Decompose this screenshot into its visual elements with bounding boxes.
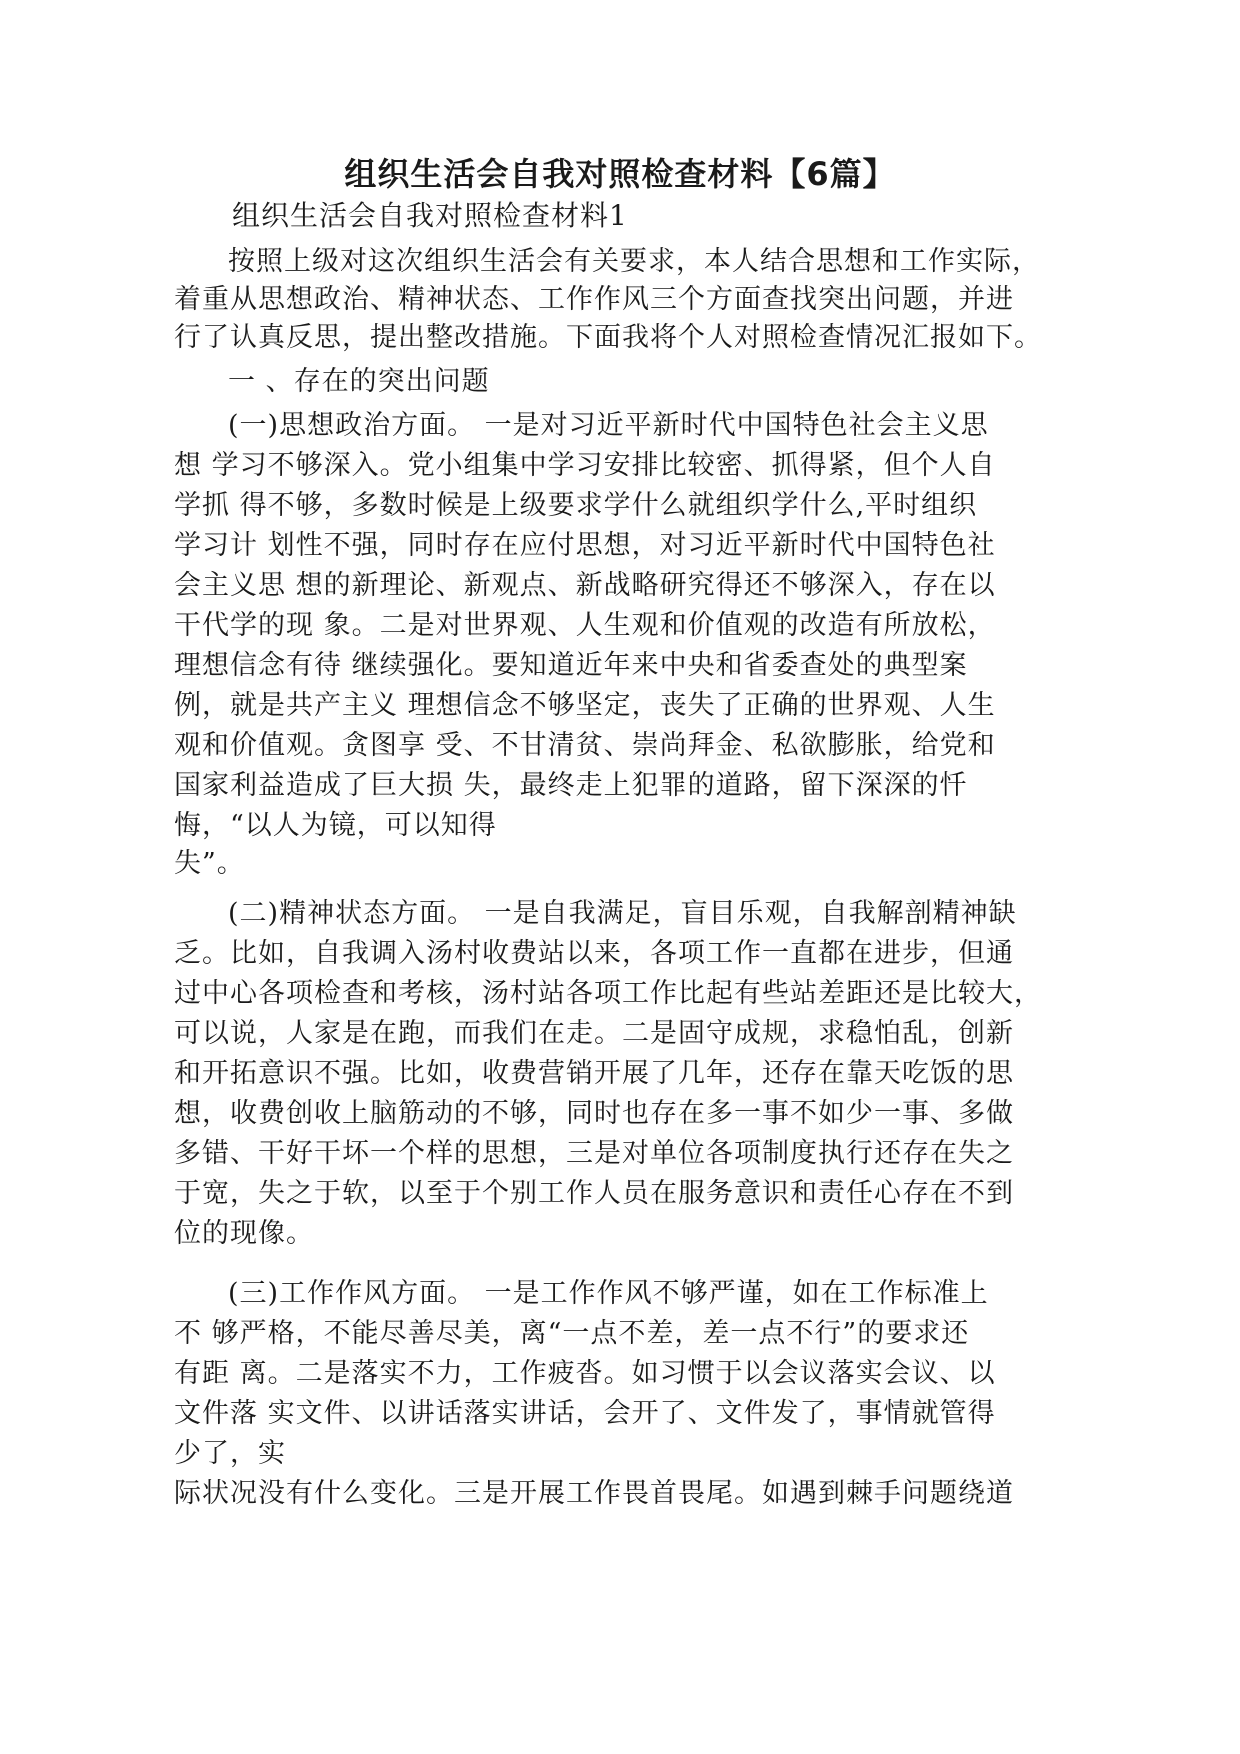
document-subtitle: 组织生活会自我对照检查材料1 — [232, 199, 628, 232]
paragraph-line: 学习计 划性不强，同时存在应付思想，对习近平新时代中国特色社 — [174, 530, 996, 561]
paragraph-line: 际状况没有什么变化。三是开展工作畏首畏尾。如遇到棘手问题绕道 — [174, 1478, 1014, 1509]
paragraph-line: 国家利益造成了巨大损 失，最终走上犯罪的道路，留下深深的忏 — [174, 770, 968, 801]
intro-line: 按照上级对这次组织生活会有关要求，本人结合思想和工作实际， — [228, 246, 1040, 277]
paragraph-line: 乏。比如，自我调入汤村收费站以来，各项工作一直都在进步，但通 — [174, 938, 1014, 969]
paragraph-line: (二)精神状态方面。 一是自我满足，盲目乐观，自我解剖精神缺 — [228, 898, 1017, 929]
paragraph-line: 多错、干好干坏一个样的思想，三是对单位各项制度执行还存在失之 — [174, 1138, 1014, 1169]
paragraph-line: 可以说，人家是在跑，而我们在走。二是固守成规，求稳怕乱，创新 — [174, 1018, 1014, 1049]
intro-line: 着重从思想政治、精神状态、工作作风三个方面查找突出问题，并进 — [174, 284, 1014, 315]
paragraph-line: 文件落 实文件、以讲话落实讲话，会开了、文件发了，事情就管得 — [174, 1398, 996, 1429]
paragraph-line: 学抓 得不够，多数时候是上级要求学什么就组织学什么,平时组织 — [174, 490, 978, 521]
intro-line: 行了认真反思，提出整改措施。下面我将个人对照检查情况汇报如下。 — [174, 322, 1042, 353]
paragraph-line: 过中心各项检查和考核，汤村站各项工作比起有些站差距还是比较大， — [174, 978, 1042, 1009]
document-title: 组织生活会自我对照检查材料【6篇】 — [344, 155, 896, 193]
paragraph-line: 观和价值观。贪图享 受、不甘清贫、崇尚拜金、私欲膨胀，给党和 — [174, 730, 996, 761]
paragraph-line: 于宽，失之于软，以至于个别工作人员在服务意识和责任心存在不到 — [174, 1178, 1014, 1209]
paragraph-line: 位的现像。 — [174, 1218, 314, 1249]
paragraph-line: 和开拓意识不强。比如，收费营销开展了几年，还存在靠天吃饭的思 — [174, 1058, 1014, 1089]
paragraph-line: 想 学习不够深入。党小组集中学习安排比较密、抓得紧，但个人自 — [174, 450, 996, 481]
section-heading: 一 、存在的突出问题 — [228, 366, 490, 397]
paragraph-line: 有距 离。二是落实不力，工作疲沓。如习惯于以会议落实会议、以 — [174, 1358, 996, 1389]
paragraph-line: 会主义思 想的新理论、新观点、新战略研究得还不够深入，存在以 — [174, 570, 996, 601]
paragraph-line: 理想信念有待 继续强化。要知道近年来中央和省委查处的典型案 — [174, 650, 968, 681]
paragraph-line: 少了，实 — [174, 1438, 286, 1469]
paragraph-line: 悔，“以人为镜，可以知得 — [174, 810, 497, 841]
paragraph-line: (三)工作作风方面。 一是工作作风不够严谨，如在工作标准上 — [228, 1278, 989, 1309]
paragraph-line: 不 够严格，不能尽善尽美，离“一点不差，差一点不行”的要求还 — [174, 1318, 970, 1349]
paragraph-line: 失”。 — [174, 848, 245, 879]
paragraph-line: 想，收费创收上脑筋动的不够，同时也存在多一事不如少一事、多做 — [174, 1098, 1014, 1129]
paragraph-line: 干代学的现 象。二是对世界观、人生观和价值观的改造有所放松， — [174, 610, 996, 641]
paragraph-line: (一)思想政治方面。 一是对习近平新时代中国特色社会主义思 — [228, 410, 989, 441]
paragraph-line: 例，就是共产主义 理想信念不够坚定，丧失了正确的世界观、人生 — [174, 690, 996, 721]
